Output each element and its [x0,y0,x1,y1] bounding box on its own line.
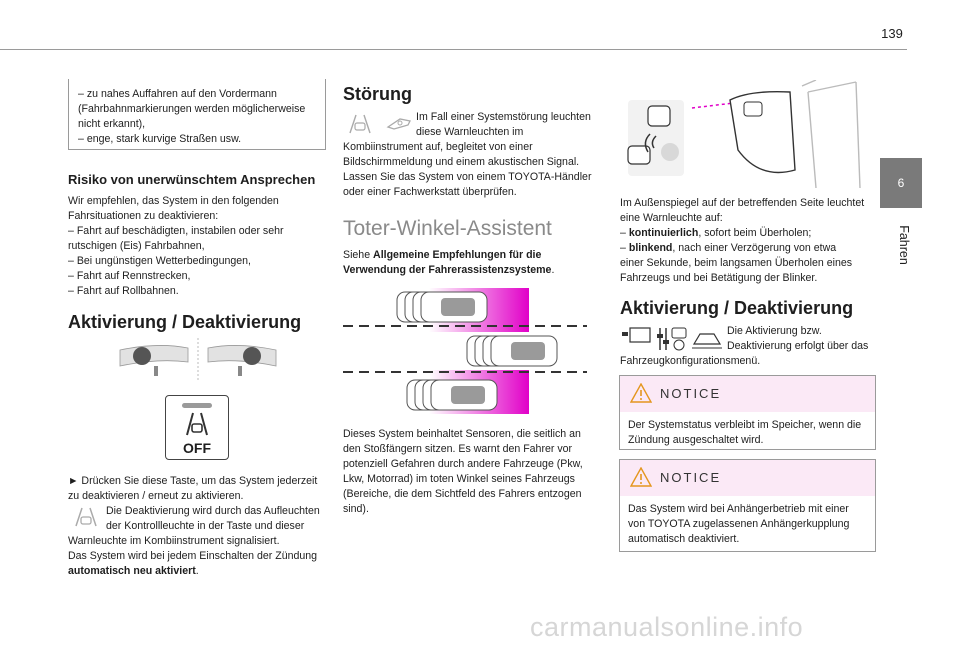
notice-box [619,375,876,450]
warning-triangle-icon [630,383,652,403]
notice-line: Der Systemstatus verbleibt im Speicher, wenn die [628,419,862,431]
watermark: carmanualsonline.info [530,612,804,642]
press-line: zu deaktivieren / erneut zu aktivieren. [68,490,244,502]
config-indent-line: Deaktivierung erfolgt über das [727,340,869,352]
deact-line: Warnleuchte im Kombiinstrument signalisiert. [68,535,280,547]
risk-line: – Bei ungünstigen Wetterbedingungen, [68,255,251,267]
fault-line: oder einer Fachwerkstatt überprüfen. [343,186,517,198]
fault-line: Kombiinstrument auf, begleitet von einer [343,141,533,153]
see-bold-2: Verwendung der Fahrerassistenzsysteme [343,264,552,276]
top-rule [0,49,907,50]
item1-bold: kontinuierlich [628,227,699,239]
warning-lane-icon [72,506,100,528]
chapter-number: 6 [897,176,905,190]
box-line: nicht erkannt), [78,118,146,130]
config-indent-line: Die Aktivierung bzw. [727,325,822,337]
box-line: (Fahrbahnmarkierungen werden möglicherweise [78,103,306,115]
risk-line: Wir empfehlen, das System in den folgenden [68,195,279,207]
notice-line: automatisch deaktiviert. [628,533,740,545]
config-menu-icons [622,326,722,352]
system-line: sind). [343,503,369,515]
see-prefix: Siehe [343,249,374,261]
mirror-line: Im Außenspiegel auf der betreffenden Seite leuchtet [620,197,865,209]
press-line: ► Drücken Sie diese Taste, um das System jederzeit [68,475,318,487]
deact-end: . [195,565,199,577]
mirror-illustration [620,80,866,192]
dashboard-illustration [118,338,278,382]
deact-indent-line: Die Deaktivierung wird durch das Aufleuchten [106,505,320,517]
risk-heading: Risiko von unerwünschtem Ansprechen [68,172,316,187]
system-line: Lkw, Motorrad) im toten Winkel seines Fahrzeugs [343,473,575,485]
system-line: den Stoßfängern sitzen. Es warnt den Fahrer vor [343,443,573,455]
deact-line: Das System wird bei jedem Einschalten der Zündung [68,550,318,562]
box-line: – enge, stark kurvige Straßen usw. [78,133,242,145]
fault-indent-line: diese Warnleuchten im [416,126,524,138]
activation-heading-right: Aktivierung / Deaktivierung [620,298,854,318]
item2-line: einer Sekunde, beim langsamen Überholen eines [620,257,853,269]
deact-indent-line: der Kontrollleuchte in der Taste und dieser [106,520,305,532]
off-label: OFF [183,440,211,456]
notice-header [620,460,875,496]
chapter-tab[interactable] [880,158,922,208]
lane-assist-icon [181,411,213,437]
mirror-line: eine Warnleuchte auf: [620,212,723,224]
notice-box [619,459,876,552]
system-line: Dieses System beinhaltet Sensoren, die seitlich an [343,428,581,440]
notice-line: Das System wird bei Anhängerbetrieb mit einer [628,503,849,515]
risk-line: – Fahrt auf Rennstrecken, [68,270,191,282]
off-button[interactable] [165,395,229,460]
risk-line: Fahrsituationen zu deaktivieren: [68,210,219,222]
item1-rest: , sofort beim Überholen; [698,227,812,239]
system-line: potenziell Gefahren durch andere Fahrzeuge (Pkw, [343,458,583,470]
notice-title: NOTICE [660,386,722,401]
continued-list-box [68,79,326,150]
page-number: 139 [881,26,903,41]
notice-header [620,376,875,412]
notice-title: NOTICE [660,470,722,485]
led-indicator [182,403,212,408]
risk-line: – Fahrt auf beschädigten, instabilen oder sehr [68,225,284,237]
item2-line: Fahrzeugs und bei Betätigung der Blinker. [620,272,818,284]
deact-bold: automatisch neu aktiviert [68,565,196,577]
item2-bold: blinkend [628,242,673,254]
blind-spot-illustration [343,284,587,416]
fault-indent-line: Im Fall einer Systemstörung leuchten [416,111,591,123]
config-line: Fahrzeugkonfigurationsmenü. [620,355,761,367]
item2-rest: , nach einer Verzögerung von etwa [672,242,837,254]
risk-line: – Fahrt auf Rollbahnen. [68,285,179,297]
see-bold-1: Allgemeine Empfehlungen für die [373,249,542,261]
fault-heading: Störung [343,84,412,104]
notice-line: Zündung ausgeschaltet wird. [628,434,764,446]
chapter-title: Fahren [897,225,911,265]
see-end: . [551,264,555,276]
fault-line: Lassen Sie das System von einem TOYOTA-Händler [343,171,592,183]
risk-line: rutschigen (Eis) Fahrbahnen, [68,240,205,252]
fault-line: Bildschirmmeldung und einem akustischen Signal. [343,156,580,168]
notice-line: von TOYOTA zugelassenen Anhängerkupplung [628,518,850,530]
warning-triangle-icon [630,467,652,487]
blind-spot-heading: Toter-Winkel-Assistent [343,217,552,240]
activation-heading-left: Aktivierung / Deaktivierung [68,312,302,332]
box-line: – zu nahes Auffahren auf den Vordermann [78,88,277,100]
system-line: (Bereiche, die dem Sichtfeld des Fahrers entzogen [343,488,582,500]
fault-warning-icons [348,113,412,135]
